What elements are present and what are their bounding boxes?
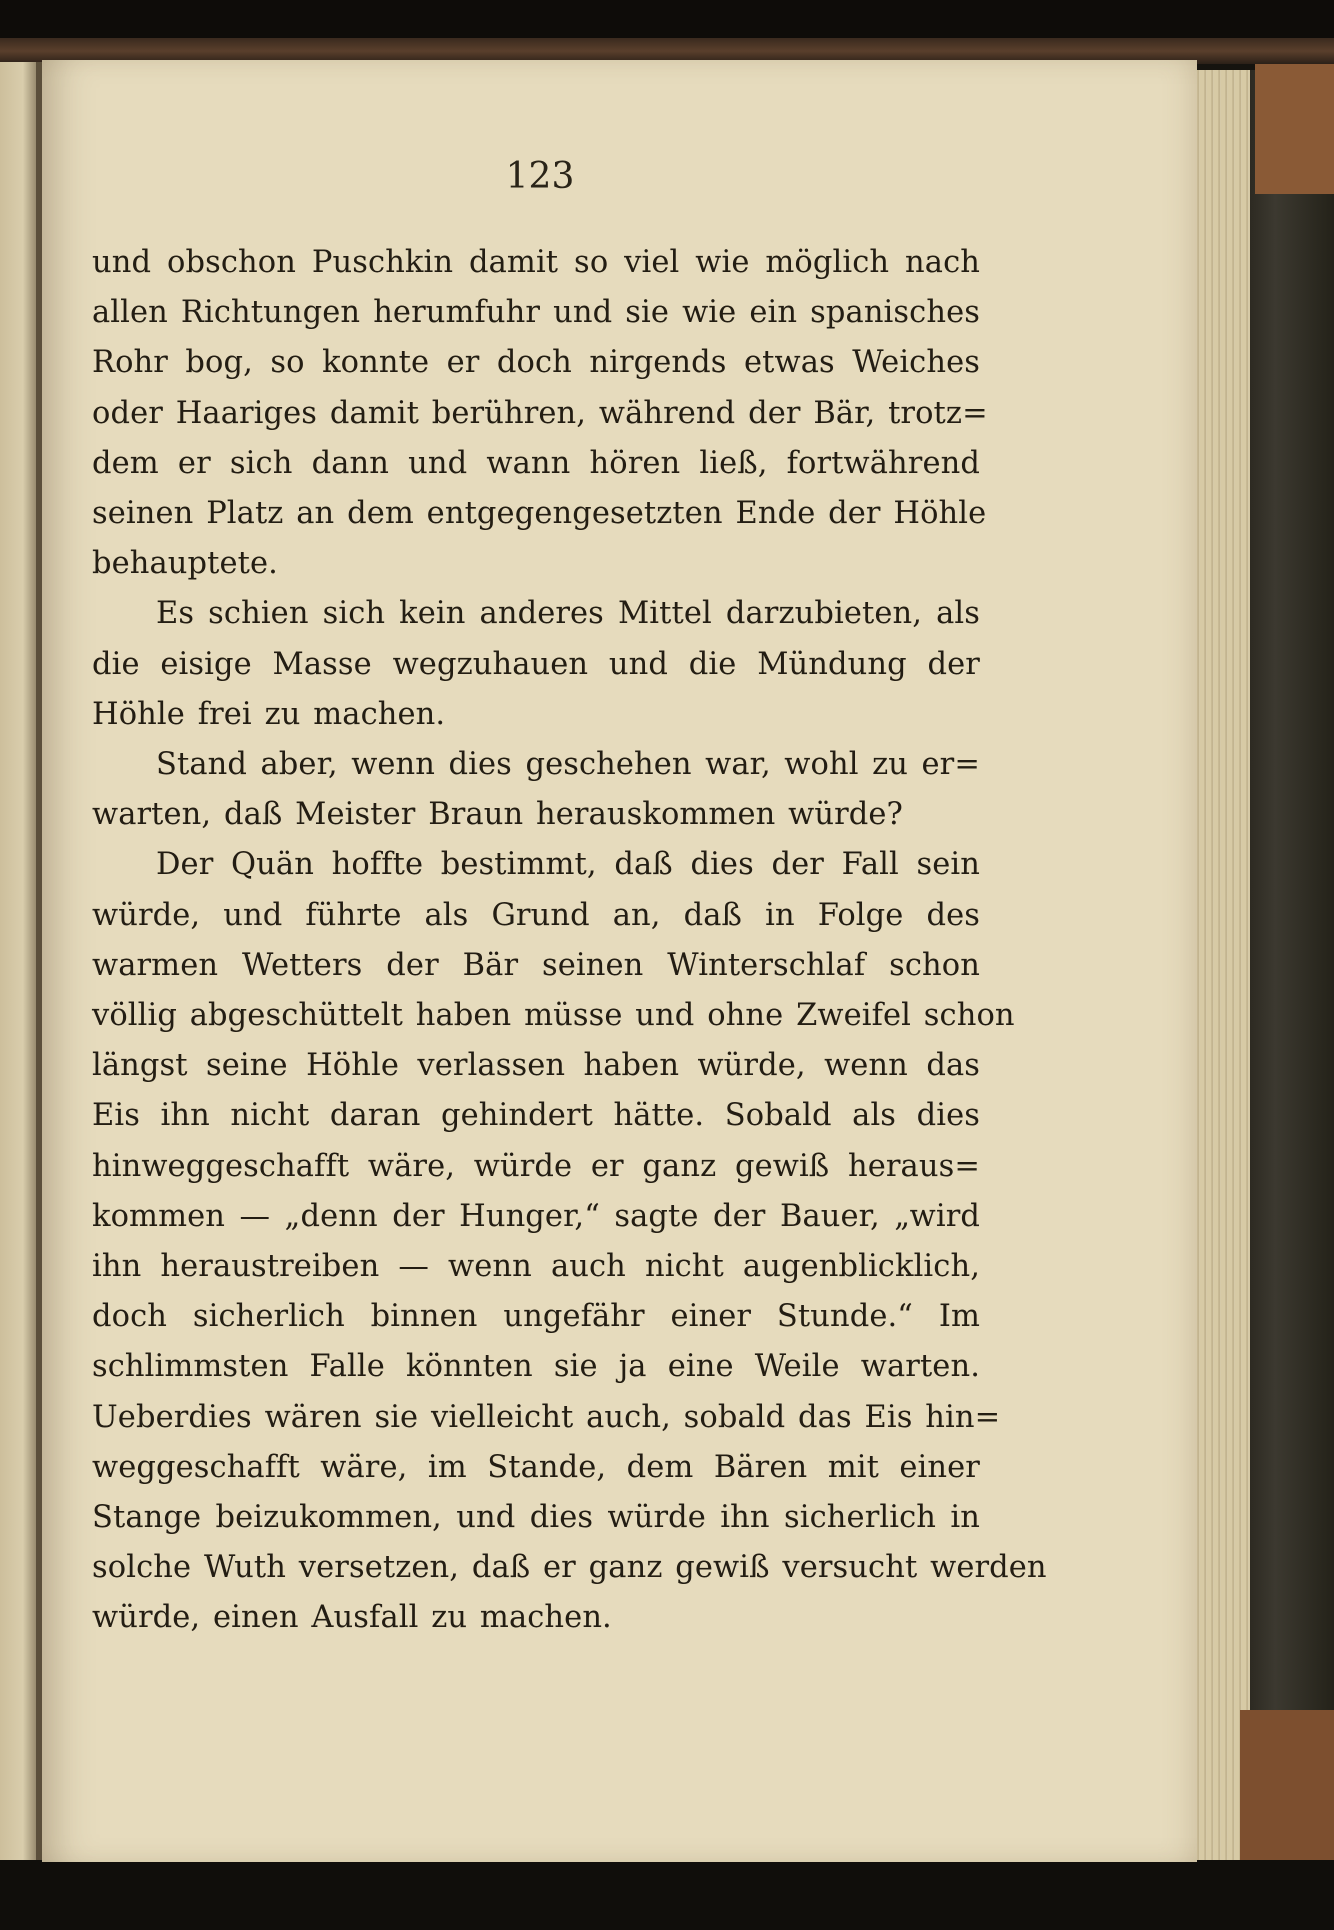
text-line: warmen Wetters der Bär seinen Winterschlaf schon xyxy=(92,947,980,983)
top-shadow xyxy=(0,0,1334,40)
text-line: schlimmsten Falle könnten sie ja eine Weile warten. xyxy=(92,1349,980,1385)
text-line: oder Haariges damit berühren, während der Bär, trotz= xyxy=(92,395,988,431)
text-line: Ueberdies wären sie vielleicht auch, sobald das Eis hin= xyxy=(92,1399,1001,1435)
text-line: Stand aber, wenn dies geschehen war, wohl zu er= xyxy=(156,747,980,783)
book-cover xyxy=(1250,70,1334,1870)
cover-corner-bottom xyxy=(1240,1710,1334,1860)
text-line: seinen Platz an dem entgegengesetzten Ende der Höhle xyxy=(92,496,987,532)
page-number: 123 xyxy=(505,156,575,197)
facing-page-edge xyxy=(0,62,38,1860)
bottom-shadow xyxy=(0,1860,1334,1930)
text-line: hinweggeschafft wäre, würde er ganz gewiß heraus= xyxy=(92,1148,980,1184)
text-line: warten, daß Meister Braun herauskommen würde? xyxy=(92,797,903,833)
text-line: und obschon Puschkin damit so viel wie möglich nach xyxy=(92,245,980,280)
text-line: Es schien sich kein anderes Mittel darzubieten, als xyxy=(156,596,980,632)
text-line: dem er sich dann und wann hören ließ, fortwährend xyxy=(92,445,980,481)
body-text xyxy=(92,238,1047,1644)
text-line: weggeschafft wäre, im Stande, dem Bären mit einer xyxy=(92,1449,980,1485)
text-line: würde, und führte als Grund an, daß in Folge des xyxy=(92,897,980,933)
text-line: Rohr bog, so konnte er doch nirgends etwas Weiches xyxy=(92,345,980,381)
text-line: doch sicherlich binnen ungefähr einer Stunde.“ Im xyxy=(92,1299,980,1335)
text-line: Der Quän hoffte bestimmt, daß dies der Fall sein xyxy=(156,847,980,883)
text-line: kommen — „denn der Hunger,“ sagte der Bauer, „wird xyxy=(92,1198,980,1234)
text-line: Stange beizukommen, und dies würde ihn sicherlich in xyxy=(92,1500,980,1536)
text-line: allen Richtungen herumfuhr und sie wie ein spanisches xyxy=(92,295,980,331)
text-line: die eisige Masse wegzuhauen und die Mündung der xyxy=(92,646,980,682)
cover-corner-top xyxy=(1255,64,1334,194)
text-line: ihn heraustreiben — wenn auch nicht augenblicklich, xyxy=(92,1249,980,1285)
text-line: behauptete. xyxy=(92,546,278,582)
text-line: völlig abgeschüttelt haben müsse und ohne Zweifel schon xyxy=(92,998,1015,1034)
text-line: Höhle frei zu machen. xyxy=(92,696,446,732)
text-line: würde, einen Ausfall zu machen. xyxy=(92,1600,612,1636)
text-line: Eis ihn nicht daran gehindert hätte. Sobald als dies xyxy=(92,1098,980,1134)
text-line: solche Wuth versetzen, daß er ganz gewiß versucht werden xyxy=(92,1550,1047,1586)
text-line: längst seine Höhle verlassen haben würde, wenn das xyxy=(92,1048,980,1084)
